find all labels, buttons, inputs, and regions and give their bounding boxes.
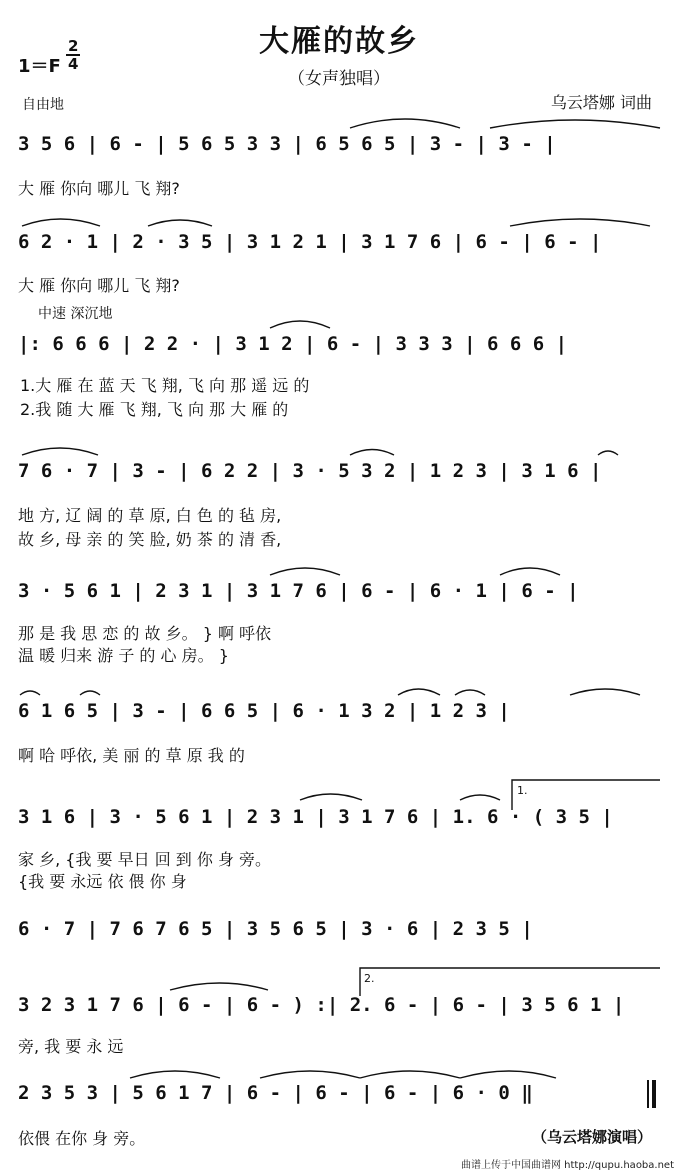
notation-line-7: 3 1 6 | 3 · 5 6 1 | 2 3 1 | 3 1 7 6 | 1. 6 · ( 3 5 | bbox=[18, 806, 613, 828]
song-subtitle: （女声独唱） bbox=[288, 69, 390, 89]
slur bbox=[22, 219, 100, 226]
notation-line-9: 3 2 3 1 7 6 | 6 - | 6 - ) :| 2. 6 - | 6 - | 3 5 6 1 | bbox=[18, 994, 625, 1016]
lyrics-line-3b: 2.我 随 大 雁 飞 翔, 飞 向 那 大 雁 的 bbox=[20, 400, 289, 419]
slur bbox=[20, 691, 40, 695]
notation-line-4: 7 6 · 7 | 3 - | 6 2 2 | 3 · 5 3 2 | 1 2 3 | 3 1 6 | bbox=[18, 460, 602, 482]
slur bbox=[398, 689, 440, 695]
composer-credit: 乌云塔娜 词曲 bbox=[550, 93, 652, 112]
lyrics-line-10: 依偎 在你 身 旁。 bbox=[18, 1129, 146, 1148]
slur bbox=[170, 983, 268, 990]
lyrics-line-6: 啊 哈 呼依, 美 丽 的 草 原 我 的 bbox=[18, 746, 245, 765]
key-signature: 1＝F bbox=[18, 56, 61, 77]
slur bbox=[300, 794, 362, 800]
notation-line-6: 6 1 6 5 | 3 - | 6 6 5 | 6 · 1 3 2 | 1 2 3 | bbox=[18, 700, 510, 722]
performer-credit: （乌云塔娜演唱） bbox=[531, 1128, 652, 1146]
meter-top: 2 bbox=[68, 37, 79, 55]
volta-2-bracket bbox=[360, 968, 660, 996]
lyrics-line-9: 旁, 我 要 永 远 bbox=[18, 1037, 124, 1056]
lyrics-line-4b: 故 乡, 母 亲 的 笑 脸, 奶 茶 的 清 香, bbox=[18, 530, 282, 549]
notation-line-10: 2 3 5 3 | 5 6 1 7 | 6 - | 6 - | 6 - | 6 · 0 ‖ bbox=[18, 1082, 533, 1104]
lyrics-line-3a: 1.大 雁 在 蓝 天 飞 翔, 飞 向 那 遥 远 的 bbox=[20, 376, 310, 395]
lyrics-line-5b: 温 暖 归来 游 子 的 心 房。 } bbox=[18, 646, 229, 665]
slur bbox=[460, 1071, 556, 1078]
notation-line-5: 3 · 5 6 1 | 2 3 1 | 3 1 7 6 | 6 - | 6 · 1 | 6 - | bbox=[18, 580, 579, 602]
meter-bottom: 4 bbox=[68, 55, 79, 73]
notation-line-3: |: 6 6 6 | 2 2 · | 3 1 2 | 6 - | 3 3 3 | 6 6 6 | bbox=[18, 333, 568, 355]
notation-line-8: 6 · 7 | 7 6 7 6 5 | 3 5 6 5 | 3 · 6 | 2 3 5 | bbox=[18, 918, 533, 940]
volta-1-label: 1. bbox=[517, 784, 528, 797]
notation-line-1: 3 5 6 | 6 - | 5 6 5 3 3 | 6 5 6 5 | 3 - | 3 - | bbox=[18, 133, 556, 155]
tempo-free: 自由地 bbox=[22, 97, 64, 113]
slur bbox=[360, 1071, 460, 1078]
slur bbox=[148, 220, 212, 226]
slur bbox=[22, 448, 98, 455]
slur bbox=[455, 690, 485, 695]
lyrics-line-4a: 地 方, 辽 阔 的 草 原, 白 色 的 毡 房, bbox=[18, 506, 282, 525]
song-title: 大雁的故乡 bbox=[259, 24, 419, 59]
notation-line-2: 6 2 · 1 | 2 · 3 5 | 3 1 2 1 | 3 1 7 6 | 6 - | 6 - | bbox=[18, 231, 602, 253]
site-footer: 曲谱上传于中国曲谱网 http://qupu.haoba.net bbox=[460, 1160, 674, 1171]
slur bbox=[598, 451, 618, 455]
slur bbox=[130, 1071, 220, 1078]
lyrics-line-5a: 那 是 我 思 恋 的 故 乡。 } 啊 呼依 bbox=[18, 624, 272, 643]
lyrics-line-7b: {我 要 永远 依 偎 你 身 bbox=[18, 872, 187, 891]
tempo-mid: 中速 深沉地 bbox=[38, 306, 113, 322]
slur bbox=[350, 450, 394, 456]
lyrics-line-7a: 家 乡, {我 要 早日 回 到 你 身 旁。 bbox=[18, 850, 272, 869]
time-signature bbox=[66, 38, 80, 72]
slur bbox=[260, 1071, 360, 1078]
slur bbox=[490, 120, 660, 128]
slur bbox=[570, 689, 640, 695]
slur bbox=[350, 119, 460, 128]
lyrics-line-2: 大 雁 你向 哪儿 飞 翔? bbox=[18, 276, 180, 295]
slur bbox=[80, 691, 100, 695]
volta-2-label: 2. bbox=[364, 972, 375, 985]
slur bbox=[270, 568, 340, 575]
slur bbox=[510, 219, 650, 226]
slur bbox=[500, 568, 560, 575]
slur bbox=[460, 795, 500, 800]
slur bbox=[270, 321, 330, 328]
lyrics-line-1: 大 雁 你向 哪儿 飞 翔? bbox=[18, 179, 180, 198]
